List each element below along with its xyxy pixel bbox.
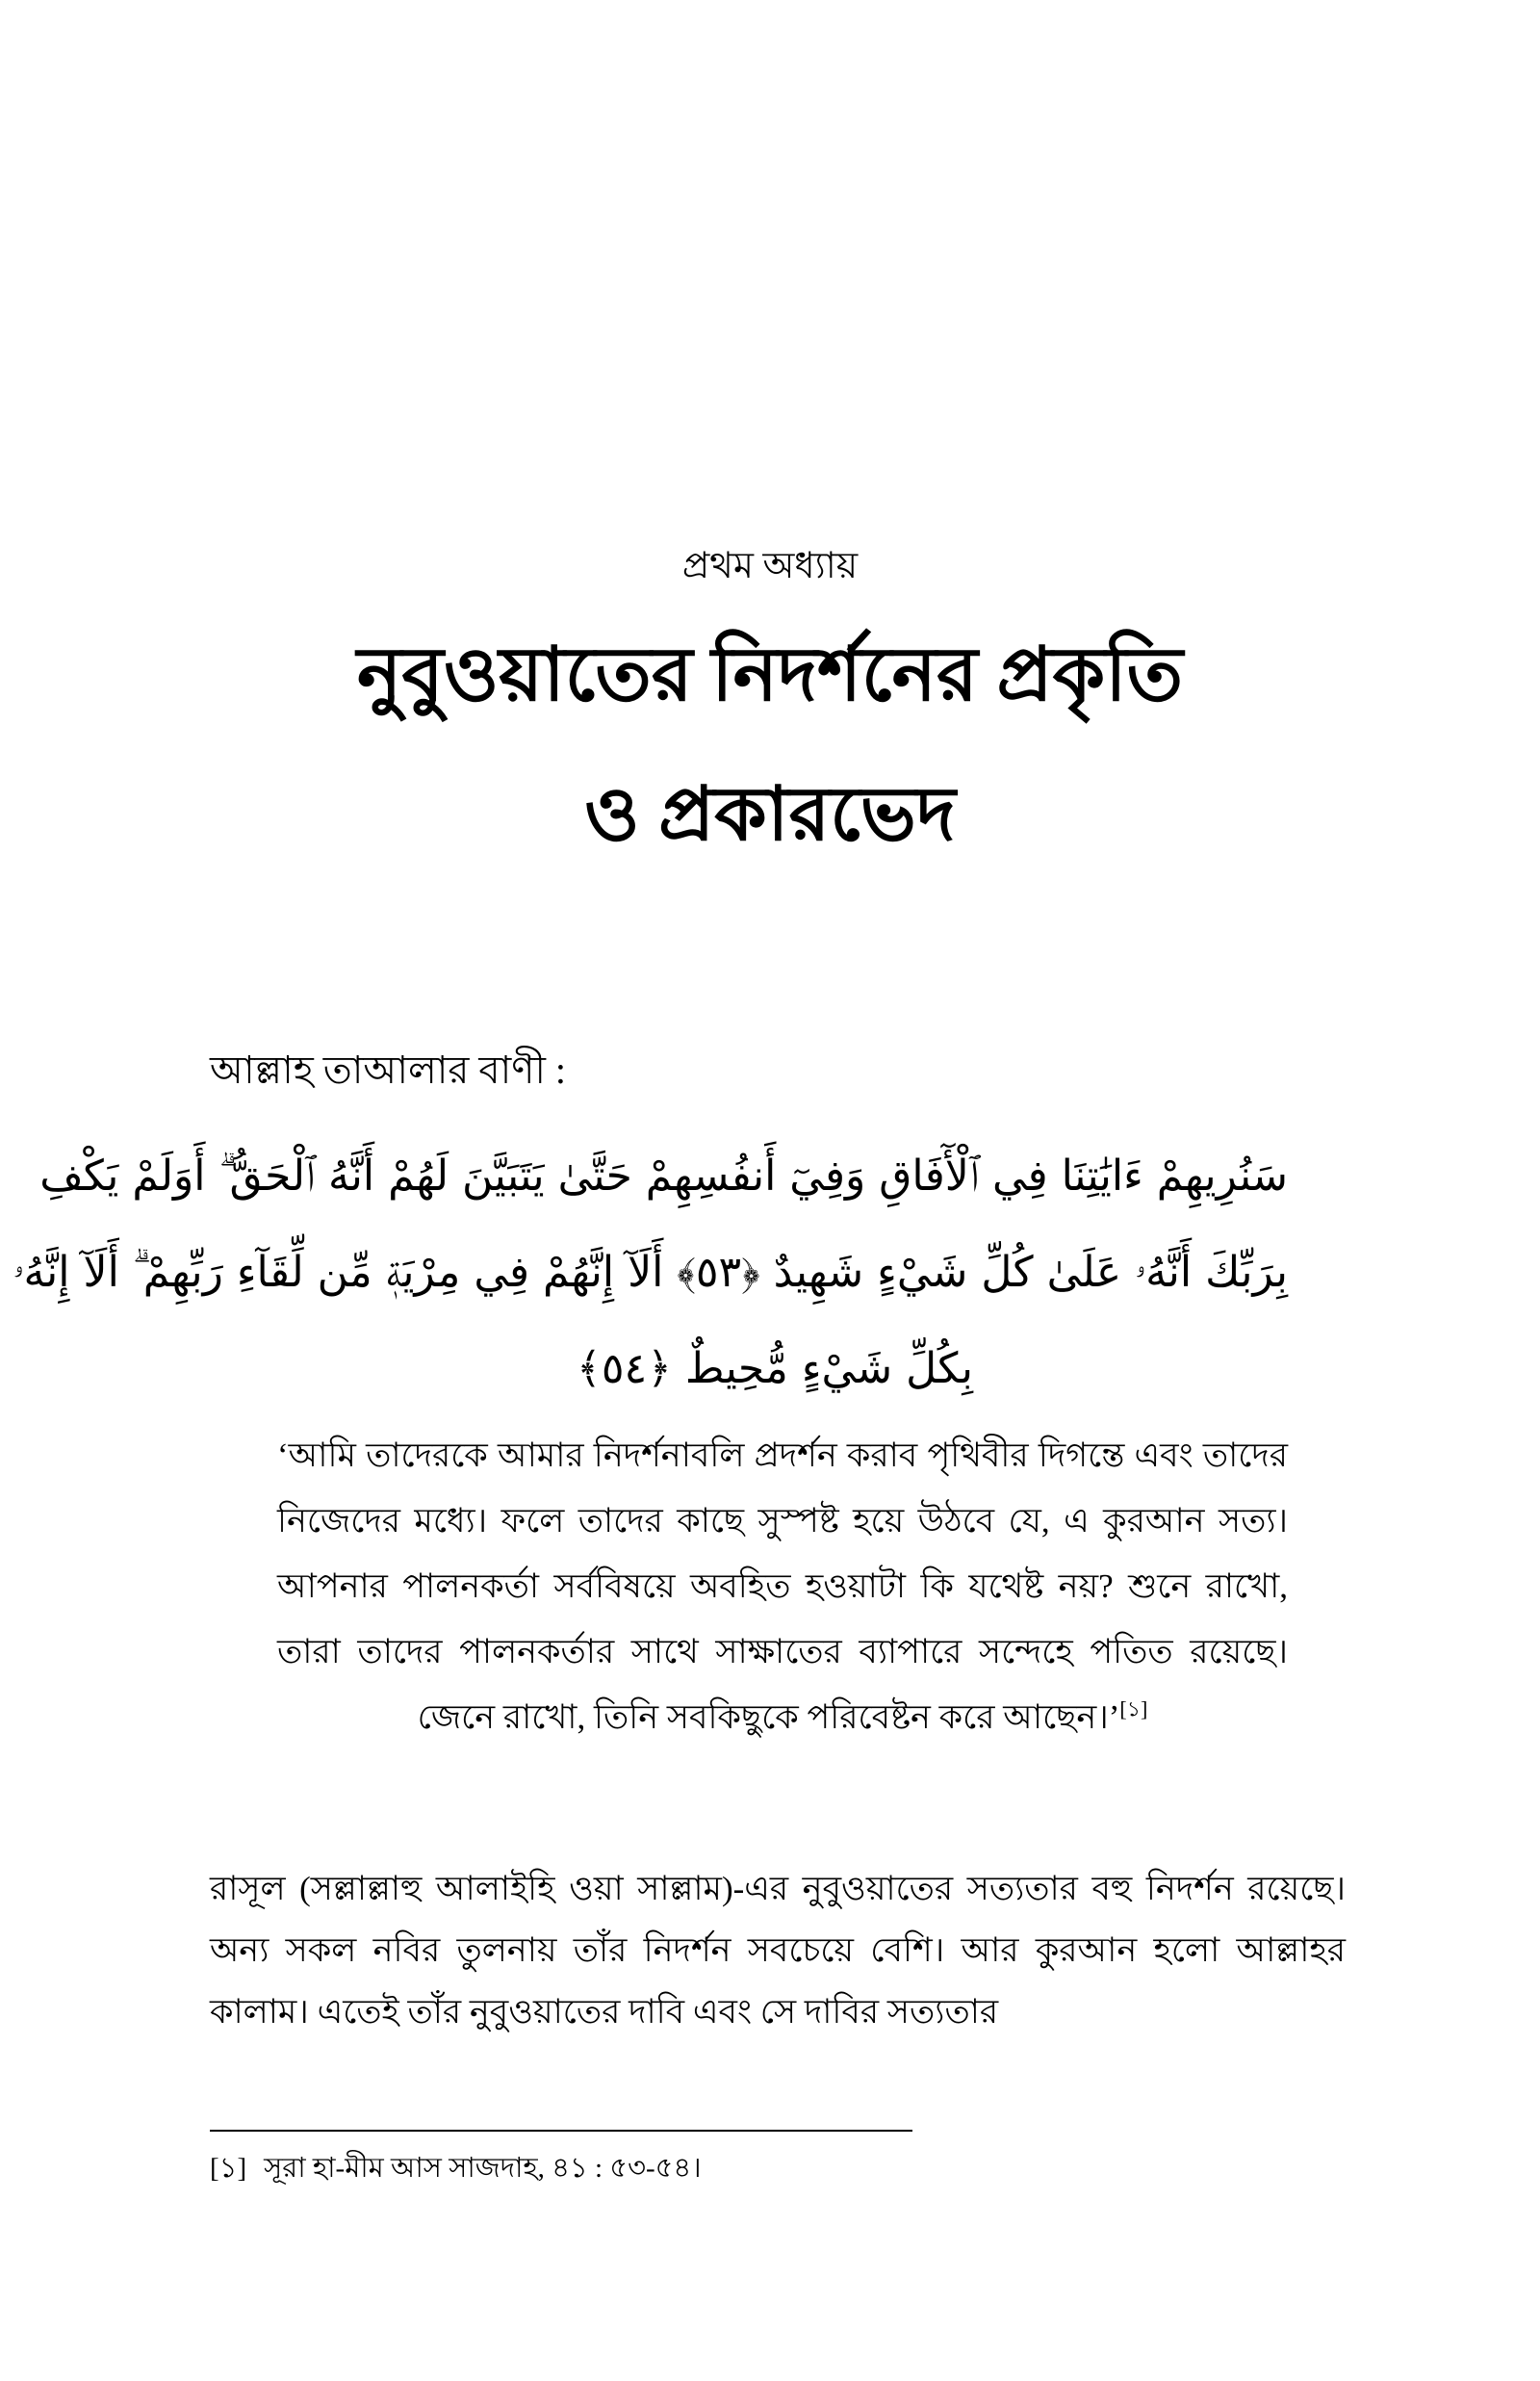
translation-text: ‘আমি তাদেরকে আমার নিদর্শনাবলি প্রদর্শন করাব পৃথিবীর দিগন্তে এবং তাদের নিজেদের মধ্যে। ফলে তাদের কাছে সুস্পষ্ট হয়ে উঠবে যে, এ কুরআন সত্য। আপনার পালনকর্তা সর্ববিষয়ে অবহিত হওয়াটা কি যথেষ্ট নয়? শুনে রাখো, তারা তাদের পালনকর্তার সাথে সাক্ষাতের ব্যাপারে সন্দেহে পতিত রয়েছে। জেনে রাখো, তিনি সবকিছুকে পরিবেষ্টন করে আছেন।’ [277,1436,1288,1736]
body-paragraph: রাসূল (সল্লাল্লাহু আলাইহি ওয়া সাল্লাম)-এর নুবুওয়াতের সত্যতার বহু নিদর্শন রয়েছে। অন্য সকল নবির তুলনায় তাঁর নিদর্শন সবচেয়ে বেশি। আর কুরআন হলো আল্লাহর কালাম। এতেই তাঁর নুবুওয়াতের দাবি এবং সে দাবির সত্যতার [210,1870,1346,2031]
bengali-translation-block [277,1423,1288,1750]
chapter-title [0,605,1540,884]
arabic-verse-line-2: بِرَبِّكَ أَنَّهُۥ عَلَىٰ كُلِّ شَيْءٍ شَهِيدٌ ﴿٥٣﴾ أَلَآ إِنَّهُمْ فِي مِرْيَةٖ مِّن لِّقَآءِ رَبِّهِمْ ۗ أَلَآ إِنَّهُۥ [13,1248,1288,1297]
chapter-label: প্রথম অধ্যায় [681,546,859,586]
chapter-title-line-1: নুবুওয়াতের নিদর্শনের প্রকৃতি [356,633,1184,716]
footnote-divider [210,2130,912,2132]
verse-intro-label: আল্লাহ তাআলার বাণী : [210,1048,567,1092]
footnote [210,2149,1346,2188]
chapter-title-line-2: ও প্রকারভেদ [584,772,956,856]
footnote-marker: [১] [210,2153,247,2184]
footnote-ref: [১] [1119,1696,1148,1721]
arabic-verse-line-3: بِكُلِّ شَيْءٍ مُّحِيطٌ ﴿٥٤﴾ [577,1344,973,1393]
arabic-verse-block [13,1128,1288,1417]
footnote-text: সূরা হা-মীম আস সাজদাহ, ৪১ : ৫৩-৫৪। [264,2153,702,2184]
arabic-verse-line-1: سَنُرِيهِمْ ءَايَٰتِنَا فِي ٱلْأٓفَاقِ وَفِيٓ أَنفُسِهِمْ حَتَّىٰ يَتَبَيَّنَ لَهُمْ أَنَّهُ ٱلْحَقُّ ۗ أَوَلَمْ يَكْفِ [39,1152,1288,1201]
